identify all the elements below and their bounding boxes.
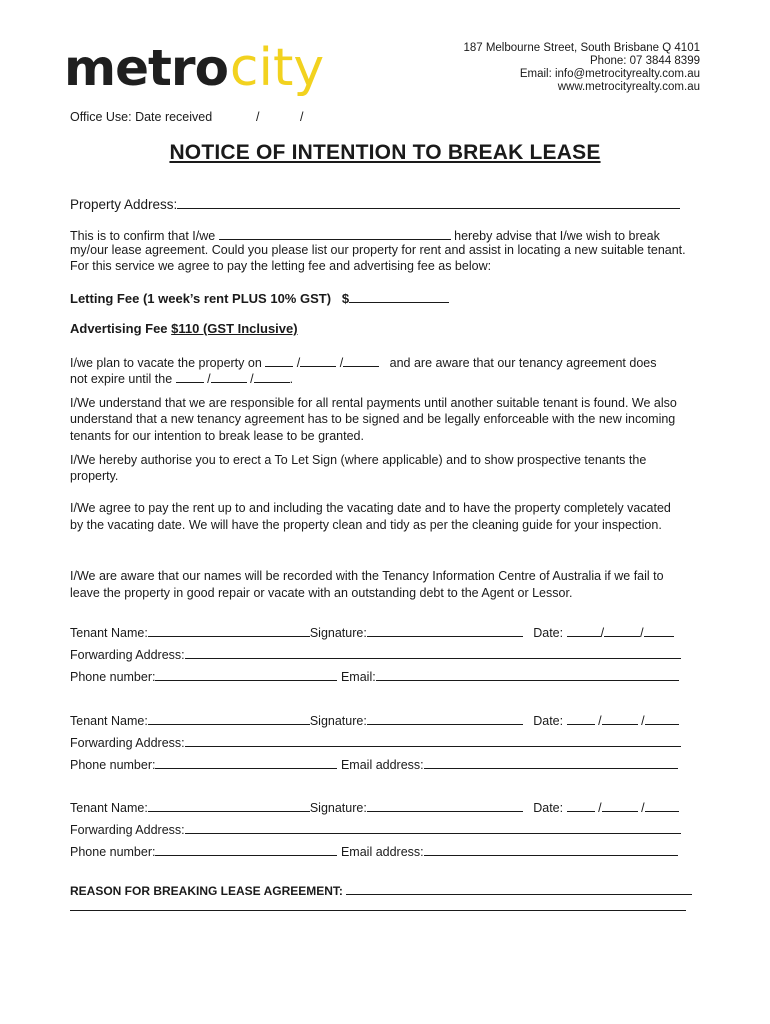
office-date-sep-2: / bbox=[300, 110, 304, 124]
advertising-fee-label: Advertising Fee bbox=[70, 321, 172, 336]
reason-field[interactable] bbox=[346, 881, 692, 895]
office-use-label: Office Use: Date received bbox=[70, 110, 213, 124]
contact-website: www.metrocityrealty.com.au bbox=[557, 81, 700, 93]
tenant-2-contact-row bbox=[70, 755, 695, 773]
tenant-3-contact-row bbox=[70, 842, 695, 860]
reason-label: REASON FOR BREAKING LEASE AGREEMENT: bbox=[70, 884, 343, 898]
vacate-part2: and are aware that our tenancy agreement does bbox=[389, 356, 657, 370]
phone-label: Phone number: bbox=[70, 845, 156, 859]
date-sep: / bbox=[600, 626, 605, 640]
signature-label: Signature: bbox=[309, 801, 367, 815]
tenant-1-forwarding-row bbox=[70, 645, 695, 663]
para-authorise: I/We hereby authorise you to erect a To Let Sign (where applicable) and to show prospective tenants the property. bbox=[70, 453, 647, 484]
signature-label: Signature: bbox=[309, 714, 367, 728]
property-address-label: Property Address: bbox=[70, 197, 178, 212]
confirm-part1: This is to confirm that I/we bbox=[70, 229, 216, 243]
confirm-rest: my/our lease agreement. Could you please list our property for rent and assist in locating a new suitable tenant. For this service we agree to pay the letting fee and advertising fee as below: bbox=[70, 243, 686, 274]
logo-metro-text: metro bbox=[64, 39, 228, 97]
property-address-row bbox=[70, 195, 695, 213]
letting-fee-field[interactable] bbox=[349, 289, 449, 303]
tenant-2-name-row bbox=[70, 711, 695, 729]
tenant-2-day-field[interactable] bbox=[567, 711, 595, 725]
forwarding-label: Forwarding Address: bbox=[70, 736, 185, 750]
tenant-2-name-field[interactable] bbox=[148, 711, 310, 725]
vacate-day-field[interactable] bbox=[265, 353, 293, 367]
reason-field-line-2[interactable] bbox=[70, 910, 686, 911]
tenant-1-year-field[interactable] bbox=[644, 623, 674, 637]
email-address-label: Email address: bbox=[340, 758, 424, 772]
contact-address: 187 Melbourne Street, South Brisbane Q 4101 bbox=[463, 42, 700, 54]
para-responsible: I/We understand that we are responsible for all rental payments until another suitable tenant is found. We also understand that a new tenancy agreement has to be signed and be legally enforceable with the new incoming tenants for our intention to break lease to be granted. bbox=[70, 396, 677, 443]
signature-label: Signature: bbox=[309, 626, 367, 640]
tenant-name-label: Tenant Name: bbox=[70, 714, 148, 728]
tenant-1-phone-field[interactable] bbox=[155, 667, 337, 681]
tenant-names-field[interactable] bbox=[219, 226, 451, 240]
contact-phone: Phone: 07 3844 8399 bbox=[590, 55, 700, 67]
date-sep: / bbox=[250, 372, 254, 386]
vacate-part3: not expire until the bbox=[70, 372, 173, 386]
tenant-3-email-field[interactable] bbox=[424, 842, 678, 856]
forwarding-label: Forwarding Address: bbox=[70, 648, 185, 662]
tenant-2-email-field[interactable] bbox=[424, 755, 678, 769]
tenant-1-name-row bbox=[70, 623, 695, 641]
tenant-2-forwarding-field[interactable] bbox=[185, 733, 681, 747]
tenant-2-forwarding-row bbox=[70, 733, 695, 751]
tenant-1-day-field[interactable] bbox=[567, 623, 601, 637]
tenant-1-forwarding-field[interactable] bbox=[185, 645, 681, 659]
contact-block bbox=[463, 42, 700, 94]
tenant-name-label: Tenant Name: bbox=[70, 801, 148, 815]
expire-month-field[interactable] bbox=[211, 369, 247, 383]
vacate-end: . bbox=[289, 372, 294, 386]
tenant-3-forwarding-row bbox=[70, 820, 695, 838]
date-label: Date: bbox=[533, 714, 564, 728]
tenant-name-label: Tenant Name: bbox=[70, 626, 148, 640]
date-sep: / bbox=[640, 626, 644, 640]
date-sep: / bbox=[339, 356, 344, 370]
tenant-1-name-field[interactable] bbox=[148, 623, 310, 637]
date-sep: / bbox=[598, 801, 602, 815]
date-label: Date: bbox=[533, 801, 564, 815]
letting-fee-currency: $ bbox=[341, 291, 350, 306]
email-address-label: Email address: bbox=[340, 845, 424, 859]
date-sep: / bbox=[296, 356, 301, 370]
tenant-2-month-field[interactable] bbox=[602, 711, 638, 725]
tenant-3-forwarding-field[interactable] bbox=[185, 820, 681, 834]
tenant-3-name-row bbox=[70, 798, 695, 816]
reason-row bbox=[70, 881, 695, 899]
tenant-3-month-field[interactable] bbox=[602, 798, 638, 812]
tenant-1-contact-row bbox=[70, 667, 695, 685]
vacate-year-field[interactable] bbox=[343, 353, 379, 367]
vacate-line-2 bbox=[70, 369, 695, 387]
expire-year-field[interactable] bbox=[254, 369, 290, 383]
tenant-3-phone-field[interactable] bbox=[155, 842, 337, 856]
office-date-sep-1: / bbox=[256, 110, 260, 124]
metrocity-logo bbox=[64, 38, 324, 98]
date-sep: / bbox=[641, 801, 645, 815]
advertising-fee-amount: $110 (GST Inclusive) bbox=[171, 321, 298, 336]
vacate-month-field[interactable] bbox=[300, 353, 336, 367]
tenant-3-year-field[interactable] bbox=[645, 798, 679, 812]
phone-label: Phone number: bbox=[70, 758, 156, 772]
tenant-1-signature-field[interactable] bbox=[367, 623, 523, 637]
forwarding-label: Forwarding Address: bbox=[70, 823, 185, 837]
para-agree: I/We agree to pay the rent up to and including the vacating date and to have the property completely vacated by the vacating date. We will have the property clean and tidy as per the cleaning guide for your inspection. bbox=[70, 501, 671, 532]
date-sep: / bbox=[641, 714, 645, 728]
date-sep: / bbox=[598, 714, 602, 728]
tenant-2-phone-field[interactable] bbox=[155, 755, 337, 769]
contact-email: Email: info@metrocityrealty.com.au bbox=[519, 68, 700, 80]
tenant-3-signature-field[interactable] bbox=[367, 798, 523, 812]
vacate-part1: I/we plan to vacate the property on bbox=[70, 356, 262, 370]
letting-fee-row bbox=[70, 289, 695, 307]
logo-city-text: city bbox=[229, 38, 325, 98]
letting-fee-label: Letting Fee (1 week’s rent PLUS 10% GST) bbox=[70, 291, 332, 306]
tenant-3-name-field[interactable] bbox=[148, 798, 310, 812]
tenant-3-day-field[interactable] bbox=[567, 798, 595, 812]
tenant-2-signature-field[interactable] bbox=[367, 711, 523, 725]
date-label: Date: bbox=[533, 626, 564, 640]
property-address-field[interactable] bbox=[177, 195, 680, 209]
tenant-1-month-field[interactable] bbox=[604, 623, 640, 637]
advertising-fee-row bbox=[70, 321, 695, 337]
tenant-1-email-field[interactable] bbox=[376, 667, 679, 681]
office-use-row bbox=[70, 110, 304, 124]
email-label: Email: bbox=[340, 670, 376, 684]
expire-day-field[interactable] bbox=[176, 369, 204, 383]
date-sep: / bbox=[207, 372, 211, 386]
confirm-part2: hereby advise that I/we wish to break bbox=[454, 229, 660, 243]
para-aware: I/We are aware that our names will be recorded with the Tenancy Information Centre of Australia if we fail to leave the property in good repair or vacate with an outstanding debt to the Agent or Lessor. bbox=[70, 569, 664, 600]
document-title: NOTICE OF INTENTION TO BREAK LEASE bbox=[169, 141, 601, 164]
phone-label: Phone number: bbox=[70, 670, 156, 684]
tenant-2-year-field[interactable] bbox=[645, 711, 679, 725]
